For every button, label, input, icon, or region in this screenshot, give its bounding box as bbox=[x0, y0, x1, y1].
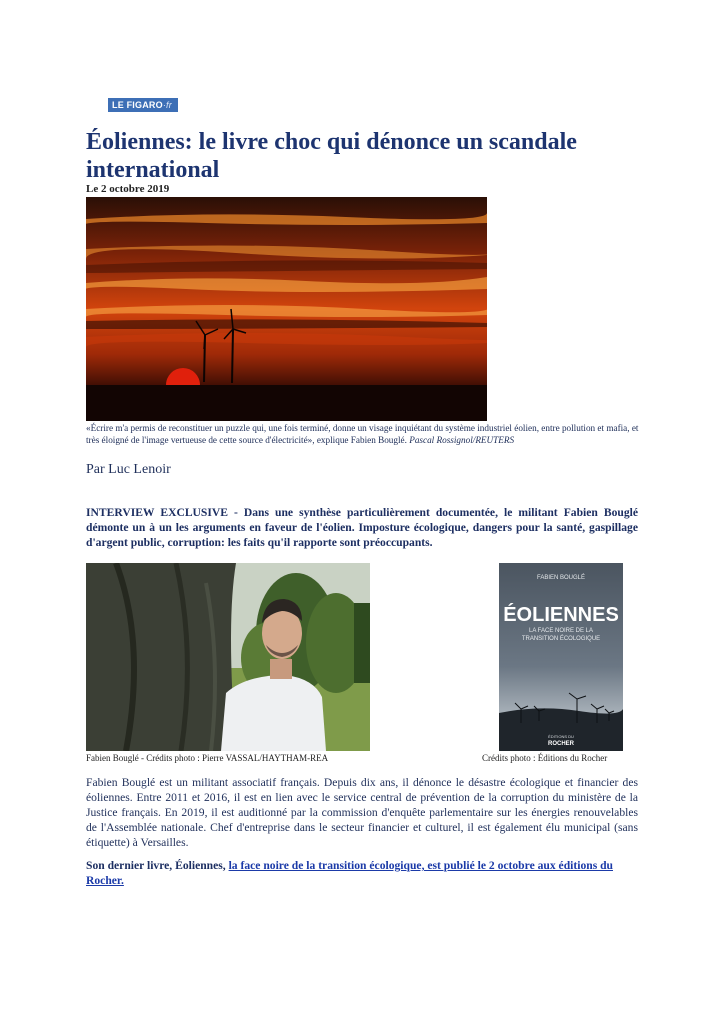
cover-title: ÉOLIENNES bbox=[503, 604, 619, 626]
cover-subtitle: LA FACE NOIRE DE LA TRANSITION ÉCOLOGIQUE bbox=[521, 628, 601, 642]
logo-suffix: ·fr bbox=[162, 100, 172, 110]
book-cover-graphic bbox=[499, 563, 623, 751]
byline: Par Luc Lenoir bbox=[86, 462, 171, 477]
book-link[interactable]: la face noire de la transition écologique, est publié le 2 octobre aux éditions du Rocher. bbox=[86, 859, 613, 887]
cover-author: FABIEN BOUGLÉ bbox=[536, 575, 586, 581]
cover-publisher: ROCHER bbox=[547, 741, 575, 747]
article-closing bbox=[86, 858, 638, 888]
article-title: Éoliennes: le livre choc qui dénonce un scandale international bbox=[86, 129, 577, 183]
author-photo-credit: Fabien Bouglé - Crédits photo : Pierre VASSAL/HAYTHAM-REA bbox=[86, 753, 329, 763]
book-cover-credit: Crédits photo : Éditions du Rocher bbox=[482, 753, 608, 763]
hero-photo-credit: Pascal Rossignol/REUTERS bbox=[409, 435, 515, 445]
article-date: Le 2 octobre 2019 bbox=[86, 183, 170, 195]
hero-sunset-wind-turbines-image bbox=[86, 197, 487, 421]
le-figaro-logo[interactable] bbox=[108, 98, 178, 112]
closing-intro: Son dernier livre, Éoliennes, bbox=[86, 859, 229, 872]
article-body: Fabien Bouglé est un militant associatif français. Depuis dix ans, il dénonce le désastre écologique et financier des éoliennes. Entre 2011 et 2016, il est en lien avec le service central de prévention de la corruption du ministère de la Justice français. En 2019, il est auditionné par la commission d'enquête parlementaire sur les énergies renouvelables de l'Assemblée nationale. Chef d'entreprise dans le secteur financier et culturel, il est également élu municipal (sans étiquette) à Versailles. bbox=[86, 776, 638, 849]
article-lead: INTERVIEW EXCLUSIVE - Dans une synthèse particulièrement documentée, le militant Fabien Bouglé démonte un à un les arguments en faveur de l'éolien. Imposture écologique, dangers pour la santé, gaspillage d'argent public, corruption: les faits qu'il rapporte sont préoccupants. bbox=[86, 506, 638, 549]
author-portrait-graphic bbox=[86, 563, 370, 751]
hero-caption bbox=[86, 422, 646, 446]
logo-text: LE FIGARO bbox=[112, 100, 163, 110]
hero-caption-text: «Écrire m'a permis de reconstituer un puzzle qui, une fois terminé, donne un visage inquiétant du système industriel éolien, entre pollution et mafia, et très éloigné de l'image vertueuse de cette source d'électricité», explique Fabien Bouglé. bbox=[86, 423, 639, 445]
cover-publisher-small: ÉDITIONS DU bbox=[548, 734, 574, 739]
author-portrait-photo bbox=[86, 563, 370, 751]
book-cover-image bbox=[499, 563, 623, 751]
hero-image-graphic bbox=[86, 197, 487, 421]
